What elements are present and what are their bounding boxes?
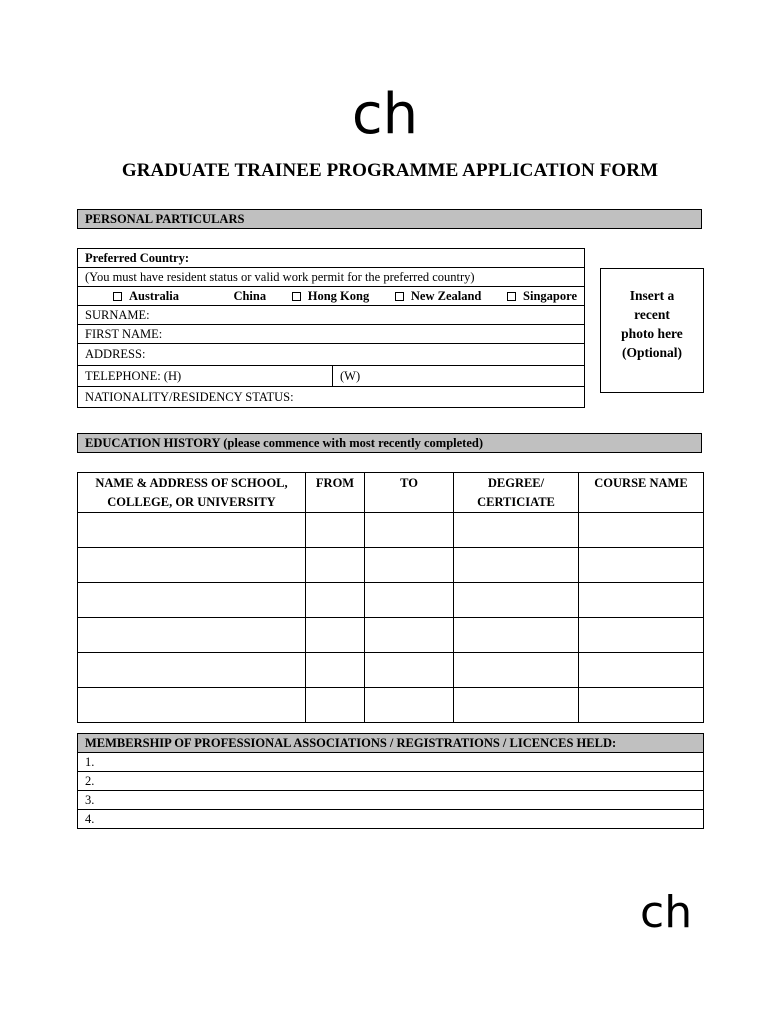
photo-text-line: recent (634, 307, 670, 322)
table-cell[interactable] (579, 548, 704, 583)
table-cell[interactable] (454, 583, 579, 618)
form-title: GRADUATE TRAINEE PROGRAMME APPLICATION FORM (121, 160, 659, 181)
table-cell[interactable] (365, 618, 454, 653)
section-header-membership: MEMBERSHIP OF PROFESSIONAL ASSOCIATIONS / REGISTRATIONS / LICENCES HELD: (78, 734, 704, 753)
address-field[interactable]: ADDRESS: (78, 344, 585, 366)
photo-text-line: (Optional) (621, 345, 682, 360)
table-row (78, 583, 704, 618)
table-cell[interactable] (579, 653, 704, 688)
nationality-field[interactable]: NATIONALITY/RESIDENCY STATUS: (78, 387, 585, 408)
table-cell[interactable] (365, 653, 454, 688)
logo-bottom: ch (640, 887, 693, 938)
personal-particulars-table (77, 248, 585, 408)
column-header-to: TO (365, 473, 454, 513)
table-cell[interactable] (454, 513, 579, 548)
table-cell[interactable] (454, 618, 579, 653)
table-cell[interactable] (579, 583, 704, 618)
table-cell[interactable] (306, 513, 365, 548)
country-option-china[interactable]: ☆⃟ China (204, 288, 267, 303)
country-option-hong-kong[interactable]: Hong Kong (292, 287, 369, 305)
membership-table (77, 733, 704, 829)
table-cell[interactable] (78, 688, 306, 723)
table-cell[interactable] (78, 653, 306, 688)
table-cell[interactable] (306, 583, 365, 618)
column-header-from: FROM (306, 473, 365, 513)
checkbox-icon[interactable] (395, 292, 404, 301)
logo-top: ch (351, 82, 419, 147)
resident-note: (You must have resident status or valid work permit for the preferred country) (78, 268, 585, 287)
table-cell[interactable] (454, 548, 579, 583)
table-cell[interactable] (454, 688, 579, 723)
telephone-home-field[interactable]: TELEPHONE: (H) (78, 366, 333, 387)
photo-text-line: photo here (621, 326, 683, 341)
table-cell[interactable] (78, 513, 306, 548)
table-row (78, 618, 704, 653)
table-cell[interactable] (306, 618, 365, 653)
table-cell[interactable] (579, 513, 704, 548)
table-cell[interactable] (365, 513, 454, 548)
section-header-education: EDUCATION HISTORY (please commence with most recently completed) (77, 433, 702, 453)
table-row (78, 688, 704, 723)
table-cell[interactable] (579, 688, 704, 723)
checkbox-icon[interactable] (507, 292, 516, 301)
first-name-field[interactable]: FIRST NAME: (78, 325, 585, 344)
photo-placeholder[interactable] (600, 268, 704, 393)
preferred-country-label: Preferred Country: (78, 249, 585, 268)
table-cell[interactable] (306, 548, 365, 583)
country-option-australia[interactable]: Australia (113, 287, 179, 305)
country-option-new-zealand[interactable]: New Zealand (395, 287, 482, 305)
membership-row[interactable]: 2. (78, 772, 704, 791)
telephone-work-field[interactable]: (W) (333, 366, 585, 387)
table-row (78, 513, 704, 548)
column-header-institution: NAME & ADDRESS OF SCHOOL, COLLEGE, OR UNIVERSITY (78, 473, 306, 513)
country-option-singapore[interactable]: Singapore (507, 287, 577, 305)
table-cell[interactable] (579, 618, 704, 653)
table-cell[interactable] (306, 653, 365, 688)
star-checkbox-icon[interactable]: ☆⃟ (204, 288, 227, 303)
checkbox-icon[interactable] (113, 292, 122, 301)
table-cell[interactable] (365, 548, 454, 583)
section-header-personal: PERSONAL PARTICULARS (77, 209, 702, 229)
table-cell[interactable] (78, 548, 306, 583)
education-table (77, 472, 704, 723)
surname-field[interactable]: SURNAME: (78, 306, 585, 325)
table-cell[interactable] (454, 653, 579, 688)
checkbox-icon[interactable] (292, 292, 301, 301)
table-row (78, 653, 704, 688)
membership-row[interactable]: 1. (78, 753, 704, 772)
table-cell[interactable] (365, 583, 454, 618)
column-header-course: COURSE NAME (579, 473, 704, 513)
table-cell[interactable] (78, 583, 306, 618)
country-options-row (78, 287, 585, 306)
membership-row[interactable]: 3. (78, 791, 704, 810)
table-cell[interactable] (306, 688, 365, 723)
photo-text-line: Insert a (629, 288, 675, 303)
membership-row[interactable]: 4. (78, 810, 704, 829)
table-cell[interactable] (78, 618, 306, 653)
column-header-degree: DEGREE/ CERTICIATE (454, 473, 579, 513)
table-cell[interactable] (365, 688, 454, 723)
table-row (78, 548, 704, 583)
